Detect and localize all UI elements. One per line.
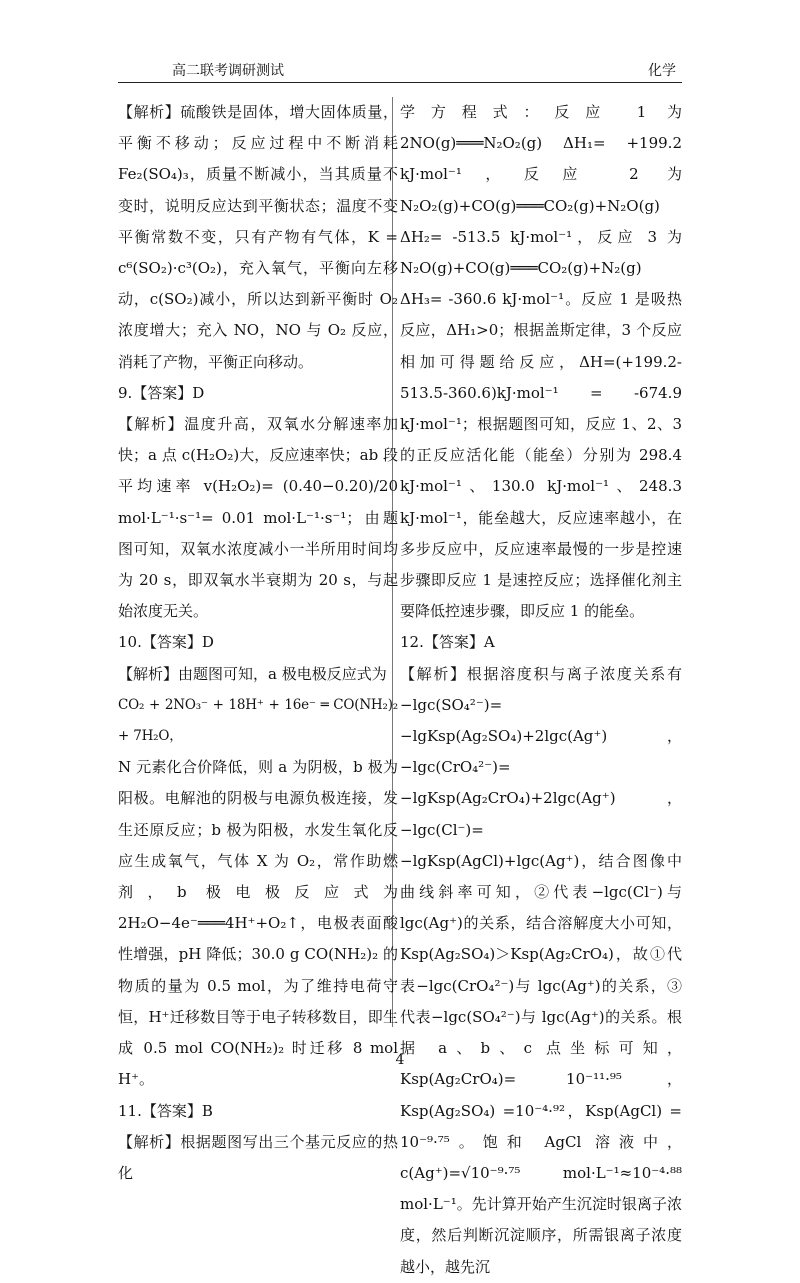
electrode-equation: CO₂ + 2NO₃⁻ + 18H⁺ + 16e⁻ ═ CO(NH₂)₂ + 7H₂O， — [118, 696, 398, 745]
analysis-10-intro: 【解析】由题图可知，a 极电极反应式为 — [118, 664, 387, 683]
right-column — [400, 97, 682, 1283]
page-header — [118, 60, 682, 83]
left-column — [118, 97, 398, 1189]
analysis-11-start: 【解析】根据题图写出三个基元反应的热化 — [118, 1132, 398, 1182]
answer-11: 11.【答案】B — [118, 1101, 213, 1120]
answer-10: 10.【答案】D — [118, 633, 214, 652]
analysis-paragraph: 【解析】硫酸铁是固体，增大固体质量，平衡不移动；反应过程中不断消耗 Fe₂(SO₄)₃，质量不断减小，当其质量不变时，说明反应达到平衡状态；温度不变平衡常数不变，只有产物有气体，K = c⁶(SO₂)·c³(O₂)，充入氧气，平衡向左移动，c(SO₂)减小，所以达到新平衡时 O₂ 浓度增大；充入 NO，NO 与 O₂ 反应，消耗了产物，平衡正向移动。 — [118, 103, 398, 371]
header-subject: 化学 — [648, 63, 676, 79]
analysis-12: 【解析】根据溶度积与离子浓度关系有 −lgc(SO₄²⁻)= −lgKsp(Ag₂SO₄)+2lgc(Ag⁺)，−lgc(CrO₄²⁻)= −lgKsp(Ag₂CrO₄)+2lgc(Ag⁺)，−lgc(Cl⁻)= −lgKsp(AgCl)+lgc(Ag⁺)，结合图像中曲线斜率可知，②代表−lgc(Cl⁻)与 lgc(Ag⁺)的关系，结合溶解度大小可知，Ksp(Ag₂SO₄)＞Ksp(Ag₂CrO₄)，故①代表−lgc(CrO₄²⁻)与 lgc(Ag⁺)的关系，③代表−lgc(SO₄²⁻)与 lgc(Ag⁺)的关系。根据 a、b、c 点坐标可知，Ksp(Ag₂CrO₄)= 10⁻¹¹·⁹⁵，Ksp(Ag₂SO₄) =10⁻⁴·⁹²，Ksp(AgCl) = 10⁻⁹·⁷⁵。饱和 AgCl 溶液中，c(Ag⁺)=√10⁻⁹·⁷⁵ mol·L⁻¹≈10⁻⁴·⁸⁸ mol·L⁻¹。先计算开始产生沉淀时银离子浓度，然后判断沉淀顺序，所需银离子浓度越小，越先沉 — [400, 664, 682, 1276]
header-title: 高二联考调研测试 — [172, 63, 284, 79]
analysis-10-body: N 元素化合价降低，则 a 为阴极，b 极为阳极。电解池的阴极与电源负极连接，发生还原反应；b 极为阳极，水发生氧化反应生成氧气，气体 X 为 O₂，常作助燃剂，b 极电极反应式为 2H₂O−4e⁻═══4H⁺+O₂↑，电极表面酸性增强，pH 降低；30.0 g CO(NH₂)₂ 的物质的量为 0.5 mol，为了维持电荷守恒，H⁺迁移数目等于电子转移数目，即生成 0.5 mol CO(NH₂)₂ 时迁移 8 mol H⁺。 — [118, 758, 398, 1089]
answer-9: 9.【答案】D — [118, 383, 205, 402]
analysis-11-continued: 学方程式：反应 1 为 2NO(g)═══N₂O₂(g) ΔH₁= +199.2 kJ·mol⁻¹，反应 2 为 N₂O₂(g)+CO(g)═══CO₂(g)+N₂O(g) ΔH₂= -513.5 kJ·mol⁻¹，反应 3 为 N₂O(g)+CO(g)═══CO₂(g)+N₂(g) ΔH₃= -360.6 kJ·mol⁻¹。反应 1 是吸热反应，ΔH₁>0；根据盖斯定律，3 个反应相加可得题给反应，ΔH=(+199.2-513.5-360.6)kJ·mol⁻¹ = -674.9 kJ·mol⁻¹；根据题图可知，反应 1、2、3 的正反应活化能（能垒）分别为 298.4 kJ·mol⁻¹、130.0 kJ·mol⁻¹、248.3 kJ·mol⁻¹，能垒越大，反应速率越小，在多步反应中，反应速率最慢的一步是控速步骤即反应 1 是速控反应；选择催化剂主要降低控速步骤，即反应 1 的能垒。 — [400, 103, 682, 621]
answer-12: 12.【答案】A — [400, 633, 495, 652]
analysis-9: 【解析】温度升高，双氧水分解速率加快；a 点 c(H₂O₂)大，反应速率快；ab 段平均速率 v(H₂O₂)= (0.40−0.20)/20 mol·L⁻¹·s⁻¹= 0.01 mol·L⁻¹·s⁻¹；由题图可知，双氧水浓度减小一半所用时间均为 20 s，即双氧水半衰期为 20 s，与起始浓度无关。 — [118, 415, 398, 621]
page-number: 4 — [395, 1052, 405, 1068]
